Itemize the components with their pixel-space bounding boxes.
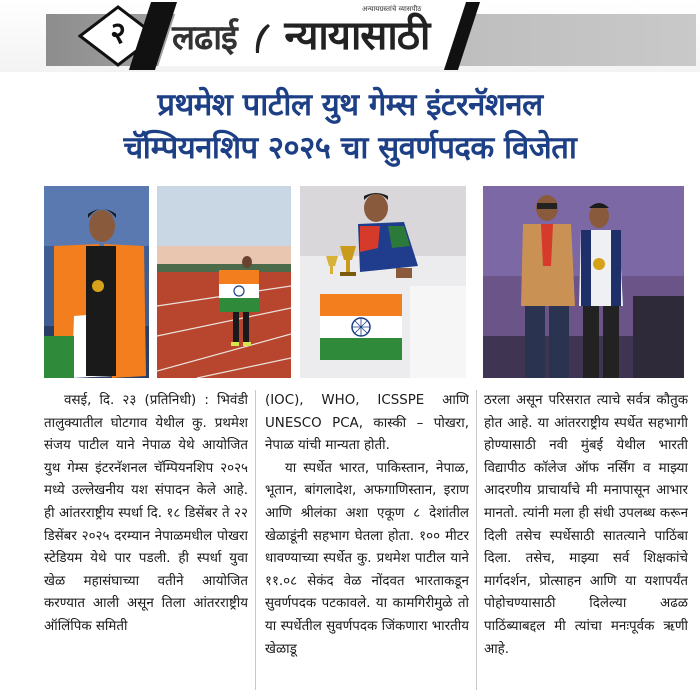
quill-icon xyxy=(250,23,272,57)
page-number: २ xyxy=(110,16,126,51)
article-column-2 xyxy=(265,390,469,696)
article-paragraph: वसई, दि. २३ (प्रतिनिधी) : भिवंडी तालुक्यातील घोटगाव येथील कु. प्रथमेश संजय पाटील याने नेपाळ येथे आयोजित युथ गेम्स इंटरनॅशनल चॅम्पियनशिप २०२५ मध्ये उल्लेखनीय यश संपादन केले आहे. ही आंतरराष्ट्रीय स्पर्धा दि. १८ डिसेंबर ते २२ डिसेंबर २०२५ दरम्यान नेपाळमधील पोखरा स्टेडियम येथे पार पडली. ही स्पर्धा युवा खेळ महासंघाच्या वतीने आयोजित करण्यात आली असून तिला आंतरराष्ट्रीय ऑलिंपिक समिती xyxy=(44,393,248,634)
headline xyxy=(40,84,660,174)
article-paragraph: ठरला असून परिसरात त्याचे सर्वत्र कौतुक होत आहे. या आंतरराष्ट्रीय स्पर्धेत सहभागी होण्यासाठी नवी मुंबई येथील भारती विद्यापीठ कॉलेज ऑफ नर्सिंग व माझ्या आदरणीय प्राचार्यांचे मी मनापासून आभार मानतो. त्यांनी मला ही संधी उपलब्ध करून दिली तसेच स्पर्धेसाठी सातत्याने पाठिंबा दिला. तसेच, माझ्या सर्व शिक्षकांचे मार्गदर्शन, प्रोत्साहन आणि या यशापर्यंत पोहोचण्यासाठी दिलेल्या अढळ पाठिंब्याबद्दल मी त्यांचा मनःपूर्वक ऋणी आहे. xyxy=(484,393,688,657)
photo-athlete-with-flag xyxy=(44,186,149,378)
headline-line-1: प्रथमेश पाटील युथ गेम्स इंटरनॅशनल xyxy=(157,87,543,123)
column-divider xyxy=(476,390,477,690)
photo-medal-ceremony xyxy=(483,186,684,378)
article-paragraph: या स्पर्धेत भारत, पाकिस्तान, नेपाळ, भूतान, बांगलादेश, अफगाणिस्तान, इराण आणि श्रीलंका अशा एकूण ८ देशांतील खेळाडूंनी सहभाग घेतला होता. १०० मीटर धावण्याच्या स्पर्धेत कु. प्रथमेश पाटील याने ११.०८ सेकंद वेळ नोंदवत भारताकडून सुवर्णपदक पटकावले. या कामगिरीमुळे तो या स्पर्धेतील सुवर्णपदक जिंकणारा भारतीय खेळाडू xyxy=(265,460,469,657)
article-column-1 xyxy=(44,390,248,696)
photo-athlete-with-trophy-and-flag xyxy=(300,186,466,378)
masthead-tagline: अन्यायग्रस्तांचे व्यासपीठ xyxy=(362,5,422,13)
article-paragraph: (IOC), WHO, ICSSPE आणि UNESCO PCA, कास्की – पोखरा, नेपाळ यांची मान्यता होती. xyxy=(265,393,469,454)
column-divider xyxy=(255,390,256,690)
masthead xyxy=(0,0,700,72)
title-part-1: लढाई xyxy=(172,18,237,58)
photo-runner-on-track xyxy=(157,186,291,378)
title-part-2: न्यायासाठी xyxy=(284,13,430,59)
headline-line-2: चॅम्पियनशिप २०२५ चा सुवर्णपदक विजेता xyxy=(123,130,577,166)
article-column-3 xyxy=(484,390,688,696)
newspaper-title xyxy=(172,10,472,62)
